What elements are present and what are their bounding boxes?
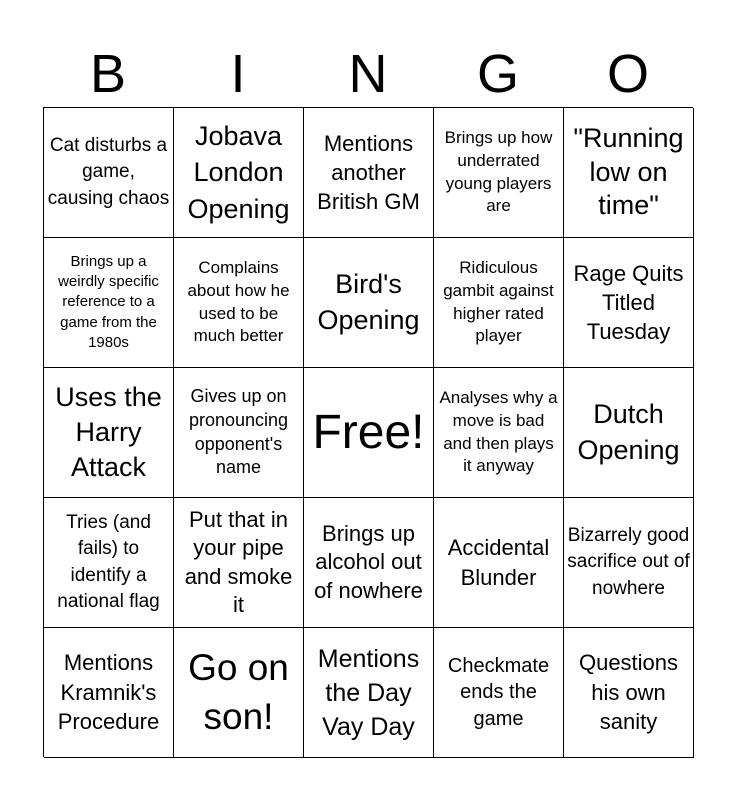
bingo-cell[interactable] [44,238,174,368]
bingo-cell[interactable] [44,108,174,238]
cell-text: Mentions another British GM [317,130,420,215]
cell-text: Brings up a weirdly specific reference to a game from the 1980s [58,252,159,352]
cell-text: Gives up on pronouncing opponent's name [188,385,289,478]
bingo-cell[interactable] [174,368,304,498]
cell-text: Cat disturbs a game, causing chaos [47,135,170,209]
bingo-cell[interactable] [174,498,304,628]
bingo-cell[interactable] [564,368,694,498]
cell-text: Rage Quits Titled Tuesday [573,260,684,345]
bingo-cell[interactable] [44,628,174,758]
cell-text: Checkmate ends the game [447,654,550,730]
cell-text: Go on son! [188,647,289,737]
cell-text: Complains about how he used to be much better [187,258,290,346]
bingo-cell[interactable] [434,498,564,628]
bingo-cell[interactable] [564,238,694,368]
cell-text: Mentions Kramnik's Procedure [57,649,160,735]
bingo-cell[interactable] [564,628,694,758]
bingo-header [43,40,693,108]
bingo-cell[interactable] [44,368,174,498]
cell-text: Mentions the Day Vay Day [317,644,420,741]
cell-text: Ridiculous gambit against higher rated player [443,258,554,346]
bingo-cell[interactable] [174,108,304,238]
free-space-cell[interactable] [304,368,434,498]
header-letter-g: G [476,44,519,104]
bingo-cell[interactable] [434,108,564,238]
bingo-cell[interactable] [434,628,564,758]
cell-text: Dutch Opening [577,398,680,465]
bingo-cell[interactable] [564,498,694,628]
cell-text: Put that in your pipe and smoke it [184,507,293,617]
header-letter-n: N [348,44,388,104]
cell-text: Bird's Opening [317,269,420,335]
header-letter-o: O [606,44,649,104]
free-space-text: Free! [312,405,425,459]
cell-text: Questions his own sanity [578,649,679,735]
bingo-cell[interactable] [174,628,304,758]
cell-text: "Running low on time" [573,123,684,221]
bingo-cell[interactable] [304,498,434,628]
bingo-cell[interactable] [304,238,434,368]
bingo-board [43,107,693,757]
cell-text: Analyses why a move is bad and then plays it anyway [439,388,558,476]
bingo-cell[interactable] [304,108,434,238]
cell-text: Brings up how underrated young players are [444,128,553,216]
bingo-cell[interactable] [434,238,564,368]
header-letter-i: I [230,44,246,104]
bingo-cell[interactable] [44,498,174,628]
bingo-cell[interactable] [564,108,694,238]
cell-text: Brings up alcohol out of nowhere [314,521,423,603]
cell-text: Tries (and fails) to identify a national flag [57,512,160,612]
bingo-cell[interactable] [434,368,564,498]
cell-text: Bizarrely good sacrifice out of nowhere [567,525,690,599]
cell-text: Accidental Blunder [447,534,550,590]
cell-text: Uses the Harry Attack [55,381,162,483]
cell-text: Jobava London Opening [187,121,290,224]
header-letter-b: B [89,44,127,104]
bingo-cell[interactable] [174,238,304,368]
bingo-cell[interactable] [304,628,434,758]
